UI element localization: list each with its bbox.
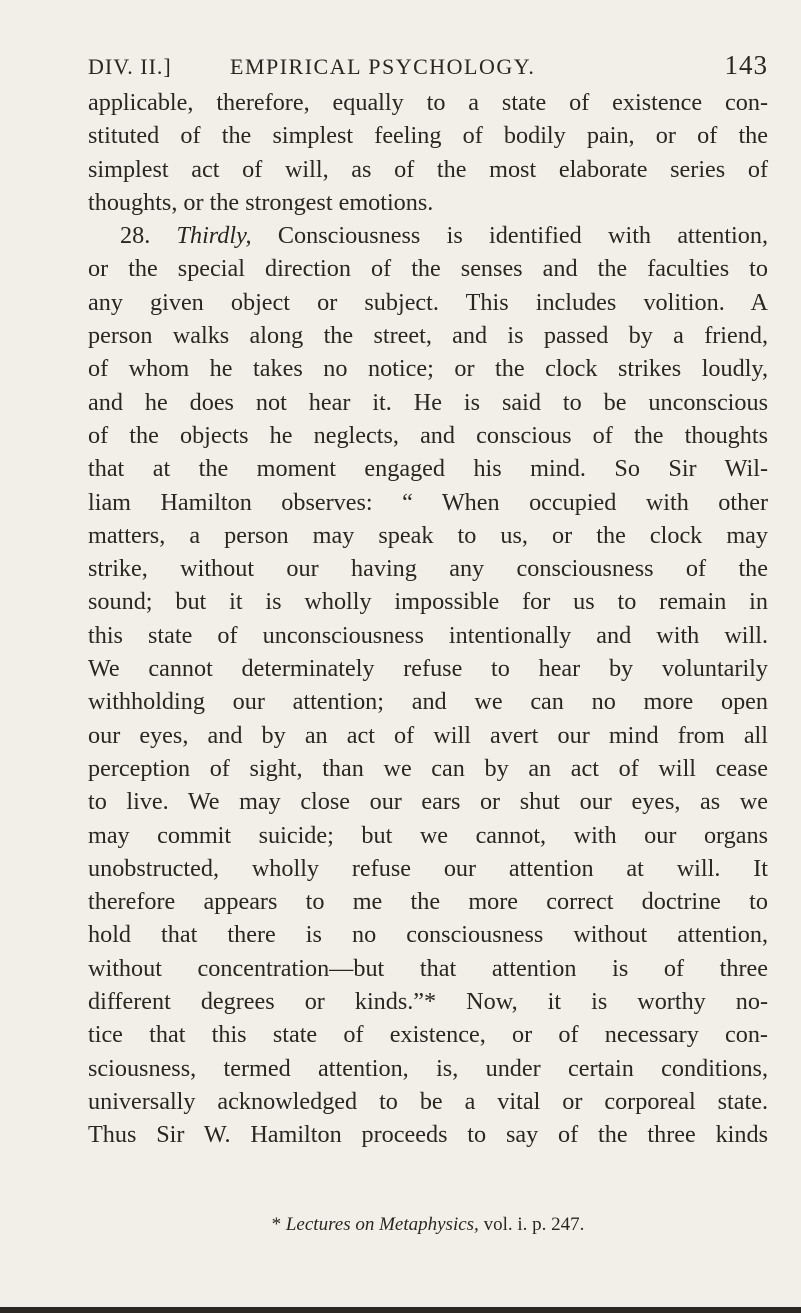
text-line: without concentration—but that attention is of three: [88, 954, 768, 982]
page-number: 143: [724, 50, 768, 80]
running-title: EMPIRICAL PSYCHOLOGY.: [230, 54, 536, 79]
text-line: stituted of the simplest feeling of bodily pain, or of the: [88, 122, 768, 150]
text-line: may commit suicide; but we cannot, with our organs: [88, 821, 768, 849]
text-line: person walks along the street, and is passed by a friend,: [88, 322, 768, 350]
footnote: [88, 1214, 768, 1236]
body-text: [88, 86, 768, 1152]
text-line: any given object or subject. This includes volition. A: [88, 288, 768, 316]
paragraph-28-first-line: [88, 219, 768, 252]
text-line: or the special direction of the senses and the faculties to: [88, 255, 768, 283]
text-line: of the objects he neglects, and conscious of the thoughts: [88, 421, 768, 449]
text-line: simplest act of will, as of the most elaborate series of: [88, 155, 768, 183]
page-bottom-edge: [0, 1307, 801, 1313]
text-line: our eyes, and by an act of will avert our mind from all: [88, 721, 768, 749]
text-line: strike, without our having any consciousness of the: [88, 555, 768, 583]
text-line: therefore appears to me the more correct doctrine to: [88, 888, 768, 916]
text-line: thoughts, or the strongest emotions.: [88, 188, 434, 216]
paragraph-lead: Thirdly,: [176, 222, 252, 250]
text-line: universally acknowledged to be a vital or corporeal state.: [88, 1087, 768, 1115]
text-line: Thus Sir W. Hamilton proceeds to say of the three kinds: [88, 1121, 768, 1149]
text-line: sound; but it is wholly impossible for us to remain in: [88, 588, 768, 616]
text-line: Consciousness is identified with attention,: [277, 222, 768, 250]
footnote-marker: *: [271, 1214, 282, 1235]
text-line: perception of sight, than we can by an act of will cease: [88, 754, 768, 782]
text-line: to live. We may close our ears or shut our eyes, as we: [88, 788, 768, 816]
text-line: hold that there is no consciousness without attention,: [88, 921, 768, 949]
text-line: of whom he takes no notice; or the clock strikes loudly,: [88, 355, 768, 383]
text-line: different degrees or kinds.”* Now, it is worthy no-: [88, 988, 768, 1016]
text-line: this state of unconsciousness intentionally and with will.: [88, 621, 768, 649]
footnote-title: Lectures on Metaphysics,: [285, 1214, 479, 1235]
text-line: applicable, therefore, equally to a state of existence con-: [88, 89, 768, 116]
running-head: [88, 50, 768, 84]
division-label: DIV. II.]: [88, 54, 172, 79]
text-line: We cannot determinately refuse to hear by voluntarily: [88, 655, 768, 683]
text-line: liam Hamilton observes: “ When occupied with other: [88, 488, 768, 516]
text-line: tice that this state of existence, or of necessary con-: [88, 1021, 768, 1049]
paragraph-number: 28.: [120, 222, 151, 250]
footnote-reference: vol. i. p. 247.: [483, 1214, 585, 1235]
text-line: and he does not hear it. He is said to be unconscious: [88, 388, 768, 416]
text-line: unobstructed, wholly refuse our attention at will. It: [88, 854, 768, 882]
text-line: that at the moment engaged his mind. So Sir Wil-: [88, 455, 768, 483]
text-line: matters, a person may speak to us, or the clock may: [88, 521, 768, 549]
text-line: withholding our attention; and we can no more open: [88, 688, 768, 716]
text-line: sciousness, termed attention, is, under certain conditions,: [88, 1054, 768, 1082]
